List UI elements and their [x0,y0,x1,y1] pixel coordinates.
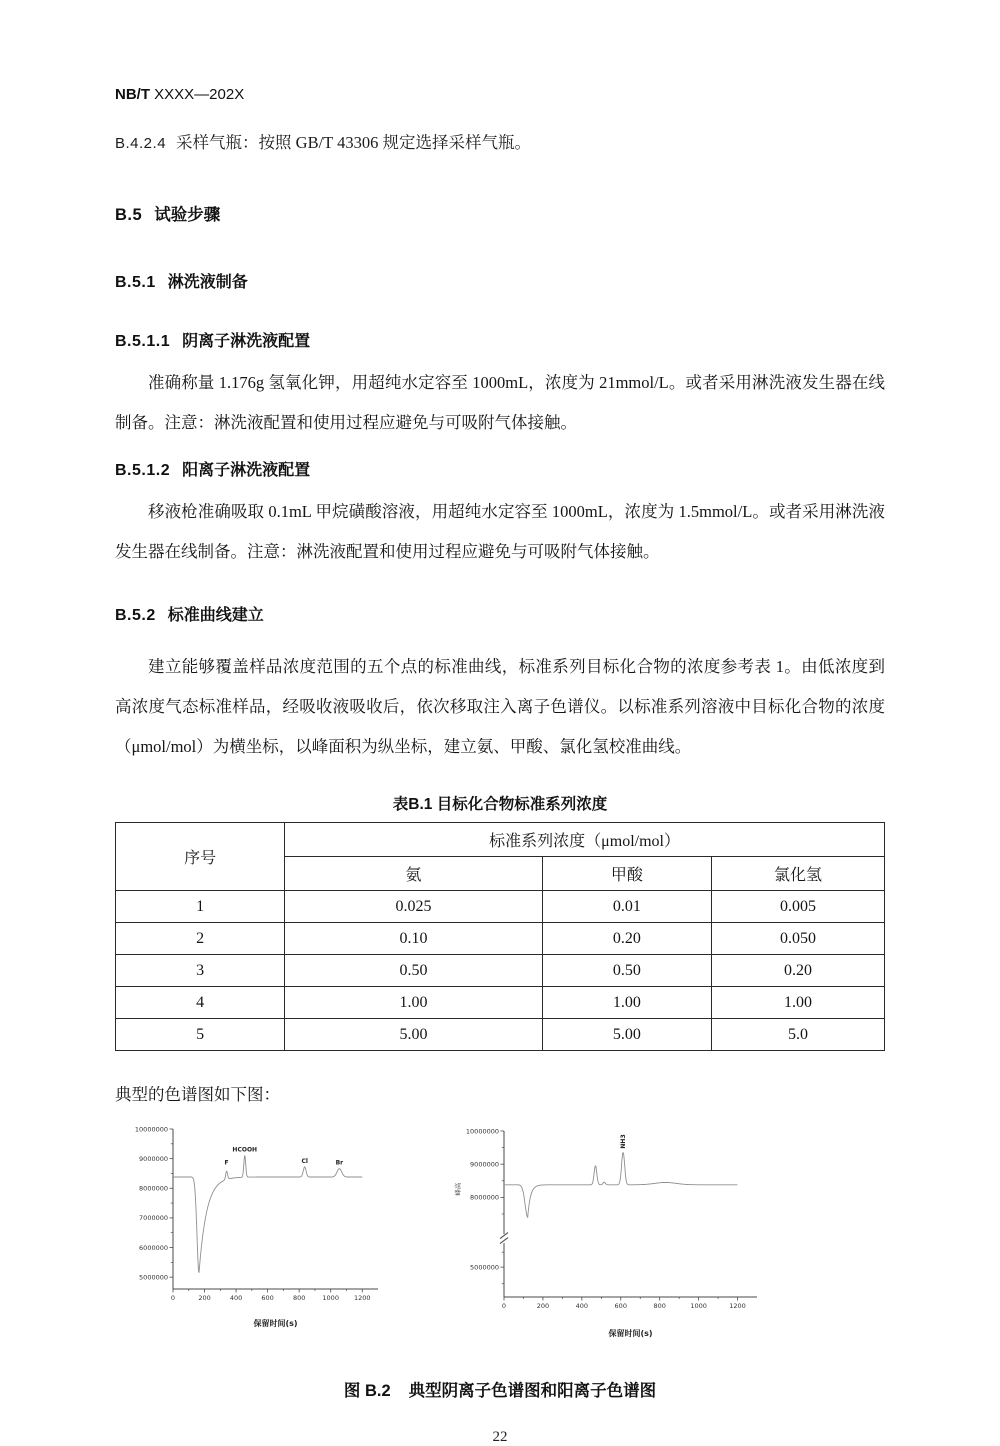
table-cell: 5.0 [711,1019,884,1051]
table-cell: 0.01 [542,891,711,923]
svg-text:1200: 1200 [729,1302,746,1311]
svg-text:1000: 1000 [322,1294,339,1303]
heading-b5 [115,201,885,225]
table-cell: 1.00 [285,987,543,1019]
heading-b52 [115,602,885,625]
svg-text:800: 800 [653,1302,666,1311]
clause-b424 [115,129,885,153]
column-header-group: 标准系列浓度（μmol/mol） [285,823,885,857]
concentration-table-head [116,823,885,891]
svg-text:800: 800 [292,1294,306,1303]
svg-text:0: 0 [170,1294,176,1303]
svg-text:400: 400 [575,1302,589,1311]
svg-text:9000000: 9000000 [139,1155,168,1164]
table-cell: 5 [116,1019,285,1051]
standard-code: XXXX—202X [150,86,245,103]
column-header-ammonia: 氨 [285,857,543,891]
table-row [116,987,885,1019]
document-header [115,86,885,103]
svg-text:600: 600 [614,1302,627,1311]
svg-text:6000000: 6000000 [139,1244,168,1253]
heading-title: 阳离子淋洗液配置 [182,461,311,479]
table-cell: 0.50 [285,955,543,987]
table-row [116,891,885,923]
svg-text:0: 0 [501,1302,507,1311]
svg-text:1200: 1200 [353,1294,371,1303]
svg-text:200: 200 [198,1294,211,1303]
table-title: 表B.1 目标化合物标准系列浓度 [392,796,608,814]
peak-label: NH3 [620,1134,628,1150]
table-cell: 3 [116,955,285,987]
table-cell: 0.050 [711,923,884,955]
column-header-seq: 序号 [116,823,285,891]
table-cell: 0.50 [542,955,711,987]
y-axis-label: 峰高 [454,1183,462,1197]
concentration-table-body [116,891,885,1051]
svg-text:10000000: 10000000 [134,1125,168,1134]
svg-text:10000000: 10000000 [465,1127,499,1136]
cation-chromatogram [432,1121,777,1341]
table-row [116,923,885,955]
table-cell: 0.20 [542,923,711,955]
clause-text: 采样气瓶：按照 GB/T 43306 规定选择采样气瓶。 [176,133,531,152]
paragraph-standard-curve: 建立能够覆盖样品浓度范围的五个点的标准曲线，标准系列目标化合物的浓度参考表 1。由低浓度到高浓度气态标准样品，经吸收液吸收后，依次移取注入离子色谱仪。以标准系列溶液中目标化合物的浓度（μmol/mol）为横坐标，以峰面积为纵坐标，建立氨、甲酸、氯化氢校准曲线。 [115,656,885,756]
table-cell: 1 [116,891,285,923]
page-number: 22 [492,1429,508,1446]
table-cell: 5.00 [542,1019,711,1051]
peak-label: Br [335,1160,344,1168]
x-axis-label: 保留时间(s) [608,1329,653,1339]
chart-intro-text: 典型的色谱图如下图： [115,1085,280,1105]
heading-number: B.5.1 [115,274,156,291]
paragraph-cation-eluent: 移液枪准确吸取 0.1mL 甲烷磺酸溶液，用超纯水定容至 1000mL，浓度为 1.5mmol/L。或者采用淋洗液发生器在线制备。注意：淋洗液配置和使用过程应避免与可吸附气体接触。 [115,501,885,561]
svg-text:7000000: 7000000 [139,1214,168,1223]
table-row [116,1019,885,1051]
peak-label: F [224,1160,229,1168]
table-row [116,955,885,987]
heading-b51 [115,269,885,292]
clause-number: B.4.2.4 [115,135,167,152]
table-cell: 1.00 [542,987,711,1019]
heading-b511 [115,328,885,351]
peak-label: HCOOH [232,1147,258,1155]
heading-title: 标准曲线建立 [167,606,264,624]
table-cell: 5.00 [285,1019,543,1051]
paragraph-anion-eluent: 准确称量 1.176g 氢氧化钾，用超纯水定容至 1000mL，浓度为 21mmol/L。或者采用淋洗液发生器在线制备。注意：淋洗液配置和使用过程应避免与可吸附气体接触。 [115,373,885,432]
heading-title: 阴离子淋洗液配置 [182,333,311,350]
svg-text:1000: 1000 [690,1302,707,1311]
peak-label: Cl [301,1158,308,1166]
column-header-formic-acid: 甲酸 [542,857,711,891]
table-cell: 4 [116,987,285,1019]
column-header-hcl: 氯化氢 [711,857,884,891]
figure-caption [115,1377,885,1401]
heading-number: B.5 [115,206,143,224]
standard-org-label: NB/T [115,86,150,103]
heading-number: B.5.1.2 [115,461,171,479]
svg-text:5000000: 5000000 [470,1263,499,1272]
svg-text:600: 600 [261,1294,274,1303]
table-cell: 0.025 [285,891,543,923]
svg-text:9000000: 9000000 [470,1160,499,1169]
figure-caption-text: 典型阴离子色谱图和阳离子色谱图 [408,1382,657,1401]
table-cell: 1.00 [711,987,884,1019]
svg-text:5000000: 5000000 [139,1273,168,1282]
anion-chromatogram [127,1121,392,1331]
table-cell: 0.10 [285,923,543,955]
heading-number: B.5.1.1 [115,333,171,350]
svg-text:8000000: 8000000 [470,1194,499,1203]
heading-title: 淋洗液制备 [167,274,248,291]
table-cell: 0.005 [711,891,884,923]
heading-b512 [115,457,885,480]
svg-text:400: 400 [229,1294,243,1303]
svg-text:200: 200 [536,1302,550,1311]
x-axis-label: 保留时间(s) [253,1319,298,1329]
table-cell: 0.20 [711,955,884,987]
table-header-row [116,823,885,857]
heading-number: B.5.2 [115,606,156,624]
heading-title: 试验步骤 [154,206,221,224]
chromatogram-figure [127,1121,885,1341]
svg-text:8000000: 8000000 [139,1185,168,1194]
figure-number: 图 B.2 [343,1382,391,1401]
table-cell: 2 [116,923,285,955]
concentration-table [115,822,885,1051]
